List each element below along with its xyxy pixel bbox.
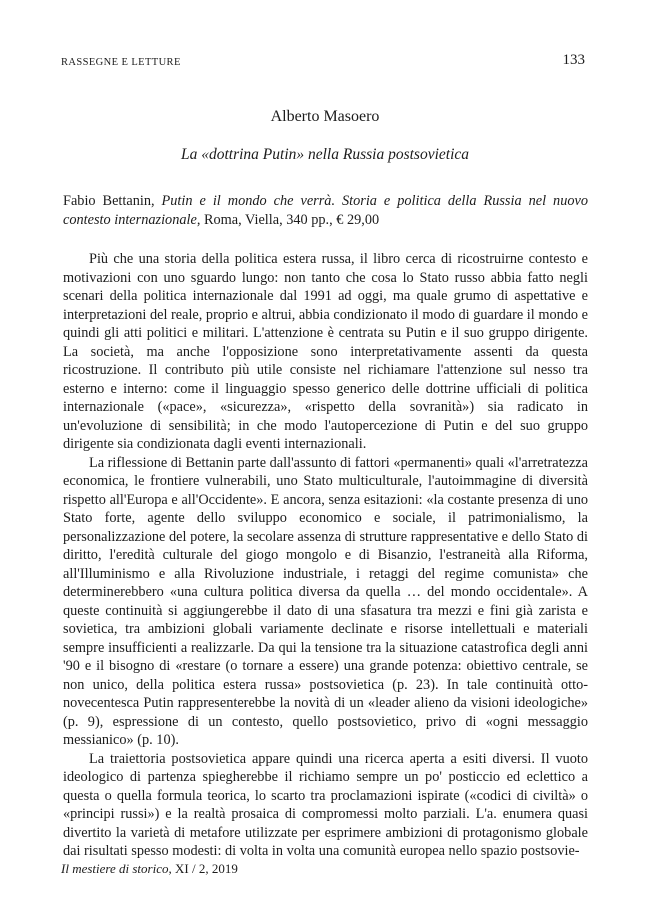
running-head: RASSEGNE E LETTURE [61,57,181,68]
journal-issue: , XI / 2, 2019 [168,861,238,876]
paragraph: La riflessione di Bettanin parte dall'assunto di fattori «permanenti» quali «l'arretratezza economica, le frontiere vulnerabili, uno Stato multiculturale, l'autoimmagine di diversità rispetto all'Europa e all'Occidente». E ancora, senza esitazioni: «la costante presenza di uno Stato forte, agente dello sviluppo economico e sociale, il patrimonialismo, la personalizzazione del potere, la secolare assenza di strutture rappresentative e dello Stato di diritto, l'eredità culturale del giogo mongolo e di Bisanzio, l'estraneità alla Riforma, all'Illuminismo e alla Rivoluzione industriale, i retaggi del regime comunista» che determinerebbero «una cultura politica diversa da quella … del mondo occidentale». A queste continuità si aggiungerebbe il dato di una sfasatura tra mezzi e fini già zarista e sovietica, tra ambizioni globali variamente declinate e risorse intellettuali e materiali sempre insufficienti a realizzarle. Da qui la tensione tra la situazione catastrofica degli anni '90 e il bisogno di «restare (o tornare a essere) una grande potenza: obiettivo centrale, se non unico, della politica estera russa» postsovietica (p. 23). In tale continuità otto-novecentesca Putin rappresenterebbe la novità di un «leader alieno da visioni ideologiche» (p. 9), espressione di un contesto, quello postsovietico, privo di «ogni messaggio messianico» (p. 10). [63,454,589,748]
article-author: Alberto Masoero [270,108,380,125]
bibliographic-reference [63,192,588,229]
paragraph: La traiettoria postsovietica appare quindi una ricerca aperta a esiti diversi. Il vuoto ideologico di partenza spiegherebbe il richiamo sempre un po' posticcio ed eclettico a questa o quella formula teorica, lo scarto tra proclamazioni ispirate («codici di civiltà» o «principi russi») e la realtà prosaica di compromessi molto parziali. L'a. enumera quasi divertito la varietà di metafore utilizzate per esprimere ambizioni di protagonismo globale dai risultati spesso modesti: di volta in volta una comunità europea nello spazio postsovie- [63,750,588,859]
article-title: La «dottrina Putin» nella Russia postsovietica [180,146,470,163]
book-author: Fabio Bettanin, [63,193,162,209]
review-body [63,250,588,861]
page-number: 133 [562,52,585,68]
publication-details: , Roma, Viella, 340 pp., € 29,00 [196,211,380,228]
book-title: Putin e il mondo che verrà. Storia e politica della Russia nel nuovo contesto internazionale [63,193,588,228]
journal-name: Il mestiere di storico [61,861,169,876]
journal-footer [61,861,238,877]
paragraph: Più che una storia della politica estera russa, il libro cerca di ricostruirne contesto e motivazioni con uno sguardo lungo: non tanto che cosa lo Stato russo abbia fatto negli scenari della politica internazionale dal 1991 ad oggi, ma quale grumo di aspettative e interpretazioni del reale, proprio e altrui, abbia condizionato il modo di guardare il mondo e quindi gli atti politici e militari. L'attenzione è centrata su Putin e il suo gruppo dirigente. La società, ma anche l'opposizione sono interpretativamente assenti da questa ricostruzione. Il contributo più utile consiste nel richiamare l'attenzione sul nesso tra esterno e interno: come il linguaggio spesso generico delle dottrine ufficiali di politica internazionale («pace», «sicurezza», «rispetto della sovranità») sia radicato in un'evoluzione di sensibilità; in che modo l'autopercezione di Putin e del suo gruppo dirigente sia condizionata dagli eventi internazionali. [63,251,588,452]
